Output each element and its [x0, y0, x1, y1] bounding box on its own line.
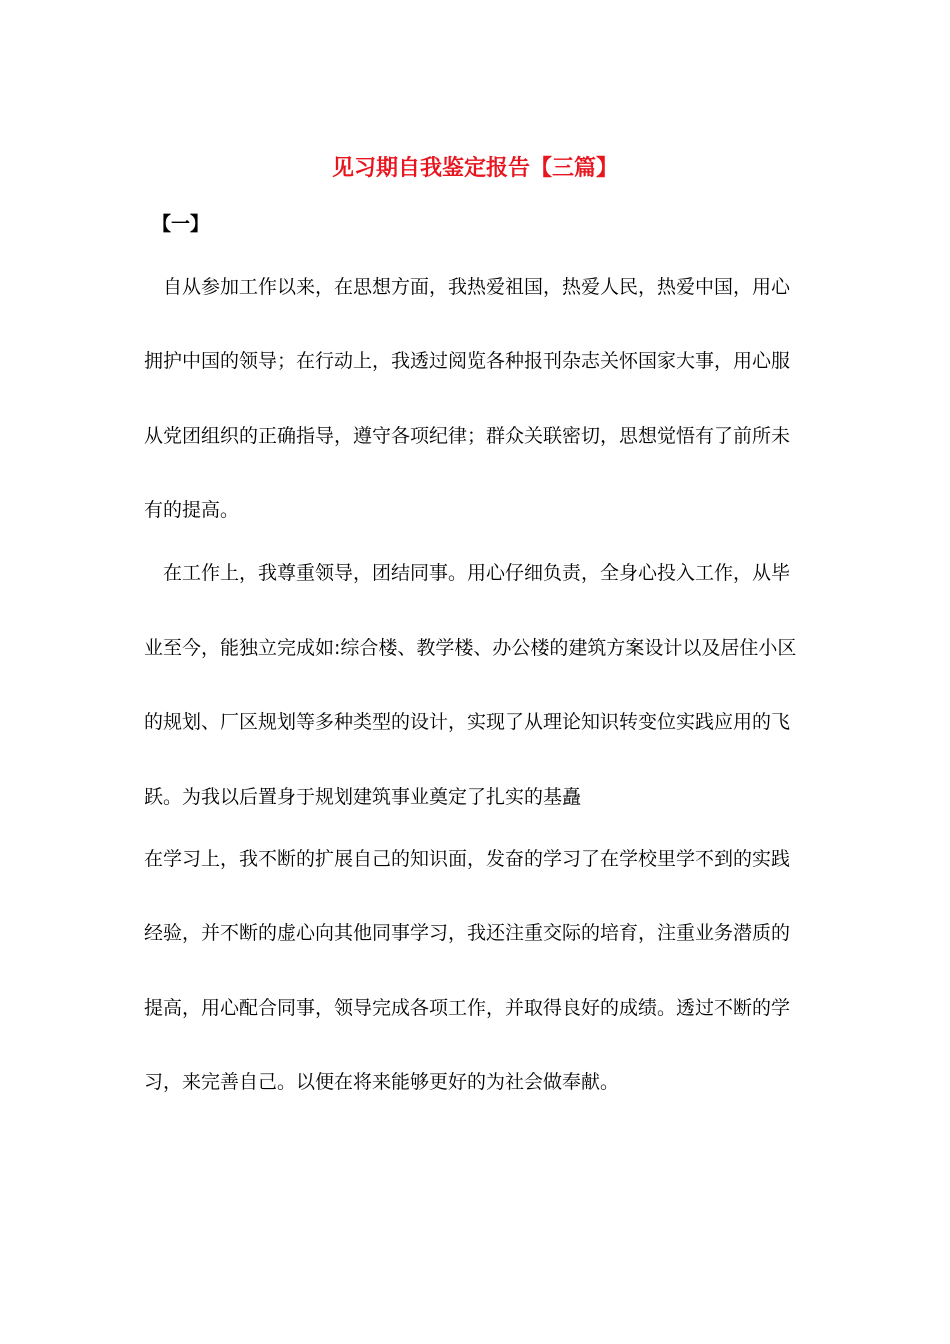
- text-line: 跃。为我以后置身于规划建筑事业奠定了扎实的基矗: [144, 786, 582, 808]
- page-title: 见习期自我鉴定报告【三篇】: [331, 155, 618, 181]
- text-line: 的规划、厂区规划等多种类型的设计，实现了从理论知识转变位实践应用的飞: [144, 711, 791, 733]
- text-line: 在学习上，我不断的扩展自己的知识面，发奋的学习了在学校里学不到的实践: [144, 848, 791, 870]
- text-line: 习，来完善自己。以便在将来能够更好的为社会做奉献。: [144, 1071, 620, 1093]
- text-line: 提高，用心配合同事，领导完成各项工作，并取得良好的成绩。透过不断的学: [144, 997, 791, 1019]
- text-line: 自从参加工作以来，在思想方面，我热爱祖国，热爱人民，热爱中国，用心: [163, 276, 791, 298]
- text-line: 拥护中国的领导；在行动上，我透过阅览各种报刊杂志关怀国家大事，用心服: [144, 350, 791, 372]
- section-label: 【一】: [152, 213, 210, 235]
- text-line: 有的提高。: [144, 499, 240, 521]
- text-line: 在工作上，我尊重领导，团结同事。用心仔细负责，全身心投入工作，从毕: [163, 562, 791, 584]
- text-line: 经验，并不断的虚心向其他同事学习，我还注重交际的培育，注重业务潜质的: [144, 922, 791, 944]
- text-line: 业至今，能独立完成如:综合楼、教学楼、办公楼的建筑方案设计以及居住小区: [144, 637, 797, 659]
- text-line: 从党团组织的正确指导，遵守各项纪律；群众关联密切，思想觉悟有了前所未: [144, 425, 791, 447]
